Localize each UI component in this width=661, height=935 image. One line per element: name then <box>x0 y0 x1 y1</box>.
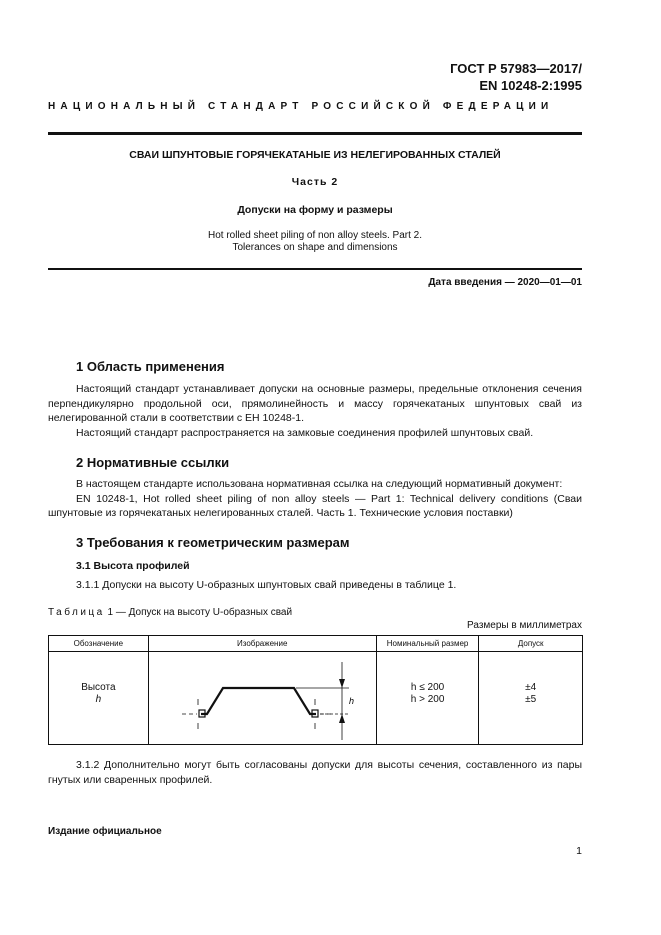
table-1-header-tolerance: Допуск <box>479 636 583 652</box>
standard-number <box>450 60 582 94</box>
nominal-size-1: h ≤ 200 <box>410 682 445 693</box>
table-1-caption <box>48 607 292 618</box>
section-1-body <box>48 382 582 440</box>
table-1-units: Размеры в миллиметрах <box>467 620 582 631</box>
english-title-line2: Tolerances on shape and dimensions <box>232 242 398 253</box>
section-3-1-2-paragraph: 3.1.2 Дополнительно могут быть согласованы допуски для высоты сечения, составленного из пары гнутых или сваренных профилей. <box>48 759 582 786</box>
section-1-paragraph-2: Настоящий стандарт распространяется на замковые соединения профилей шпунтовых свай. <box>76 426 534 439</box>
section-3-1-1-paragraph: 3.1.1 Допуски на высоту U-образных шпунтовых свай приведены в таблице 1. <box>76 579 457 591</box>
section-3-1-1-body <box>48 578 582 593</box>
table-1-cell-nominal <box>376 652 479 745</box>
header-rule <box>48 132 582 135</box>
u-profile-drawing <box>149 652 375 744</box>
table-1-caption-word: Таблица <box>48 607 105 618</box>
title-rule <box>48 268 582 270</box>
page-number: 1 <box>576 845 582 857</box>
english-title <box>48 230 582 254</box>
section-2-paragraph-1: В настоящем стандарте использована нормативная ссылка на следующий нормативный документ: <box>76 478 563 490</box>
table-1-header-nominal: Номинальный размер <box>376 636 479 652</box>
table-1 <box>48 635 583 745</box>
document-subtitle: Допуски на форму и размеры <box>237 204 393 216</box>
drawing-dimension-label: h <box>348 696 354 706</box>
section-1-paragraph-1: Настоящий стандарт устанавливает допуски на основные размеры, предельные отклонения сечения перпендикулярно продольной оси, прямолинейность и массу горячекатаных шпунтовых свай из нелегированной стали в соответствии с ЕН 10248-1. <box>48 383 582 424</box>
table-1-cell-tolerance <box>479 652 583 745</box>
nominal-size-2: h > 200 <box>410 694 445 705</box>
section-3-heading: 3 Требования к геометрическим размерам <box>76 535 350 550</box>
official-edition-label: Издание официальное <box>48 826 162 837</box>
section-3-1-heading: 3.1 Высота профилей <box>76 560 190 572</box>
section-3-1-2-body <box>48 758 582 787</box>
document-title: СВАИ ШПУНТОВЫЕ ГОРЯЧЕКАТАНЫЕ ИЗ НЕЛЕГИРОВАННЫХ СТАЛЕЙ <box>129 149 501 161</box>
table-1-cell-image <box>148 652 376 745</box>
section-1-heading: 1 Область применения <box>76 359 225 374</box>
table-row <box>49 652 583 745</box>
english-title-line1: Hot rolled sheet piling of non alloy steels. Part 2. <box>207 230 422 241</box>
section-2-paragraph-2: EN 10248-1, Hot rolled sheet piling of non alloy steels — Part 1: Technical delivery conditions (Сваи шпунтовые из горячекатаных нелегированных сталей. Часть 1. Технические условия поставки) <box>48 492 582 519</box>
standard-number-line1: ГОСТ Р 57983—2017/ <box>450 61 582 76</box>
table-1-cell-designation <box>49 652 149 745</box>
designation-label: Высота <box>81 682 116 693</box>
tolerance-2: ±5 <box>525 694 537 705</box>
designation-symbol: h <box>95 694 102 705</box>
document-part: Часть 2 <box>291 176 339 188</box>
section-2-body <box>48 477 582 521</box>
standard-number-line2: EN 10248-2:1995 <box>479 78 582 93</box>
introduction-date: Дата введения — 2020—01—01 <box>428 277 582 288</box>
table-1-header-row <box>49 636 583 652</box>
tolerance-1: ±4 <box>525 682 537 693</box>
section-2-heading: 2 Нормативные ссылки <box>76 455 230 470</box>
table-1-caption-text: 1 — Допуск на высоту U-образных свай <box>107 607 293 618</box>
table-1-header-designation: Обозначение <box>49 636 149 652</box>
national-standard-banner: НАЦИОНАЛЬНЫЙ СТАНДАРТ РОССИЙСКОЙ ФЕДЕРАЦИИ <box>48 101 554 112</box>
table-1-header-image: Изображение <box>148 636 376 652</box>
